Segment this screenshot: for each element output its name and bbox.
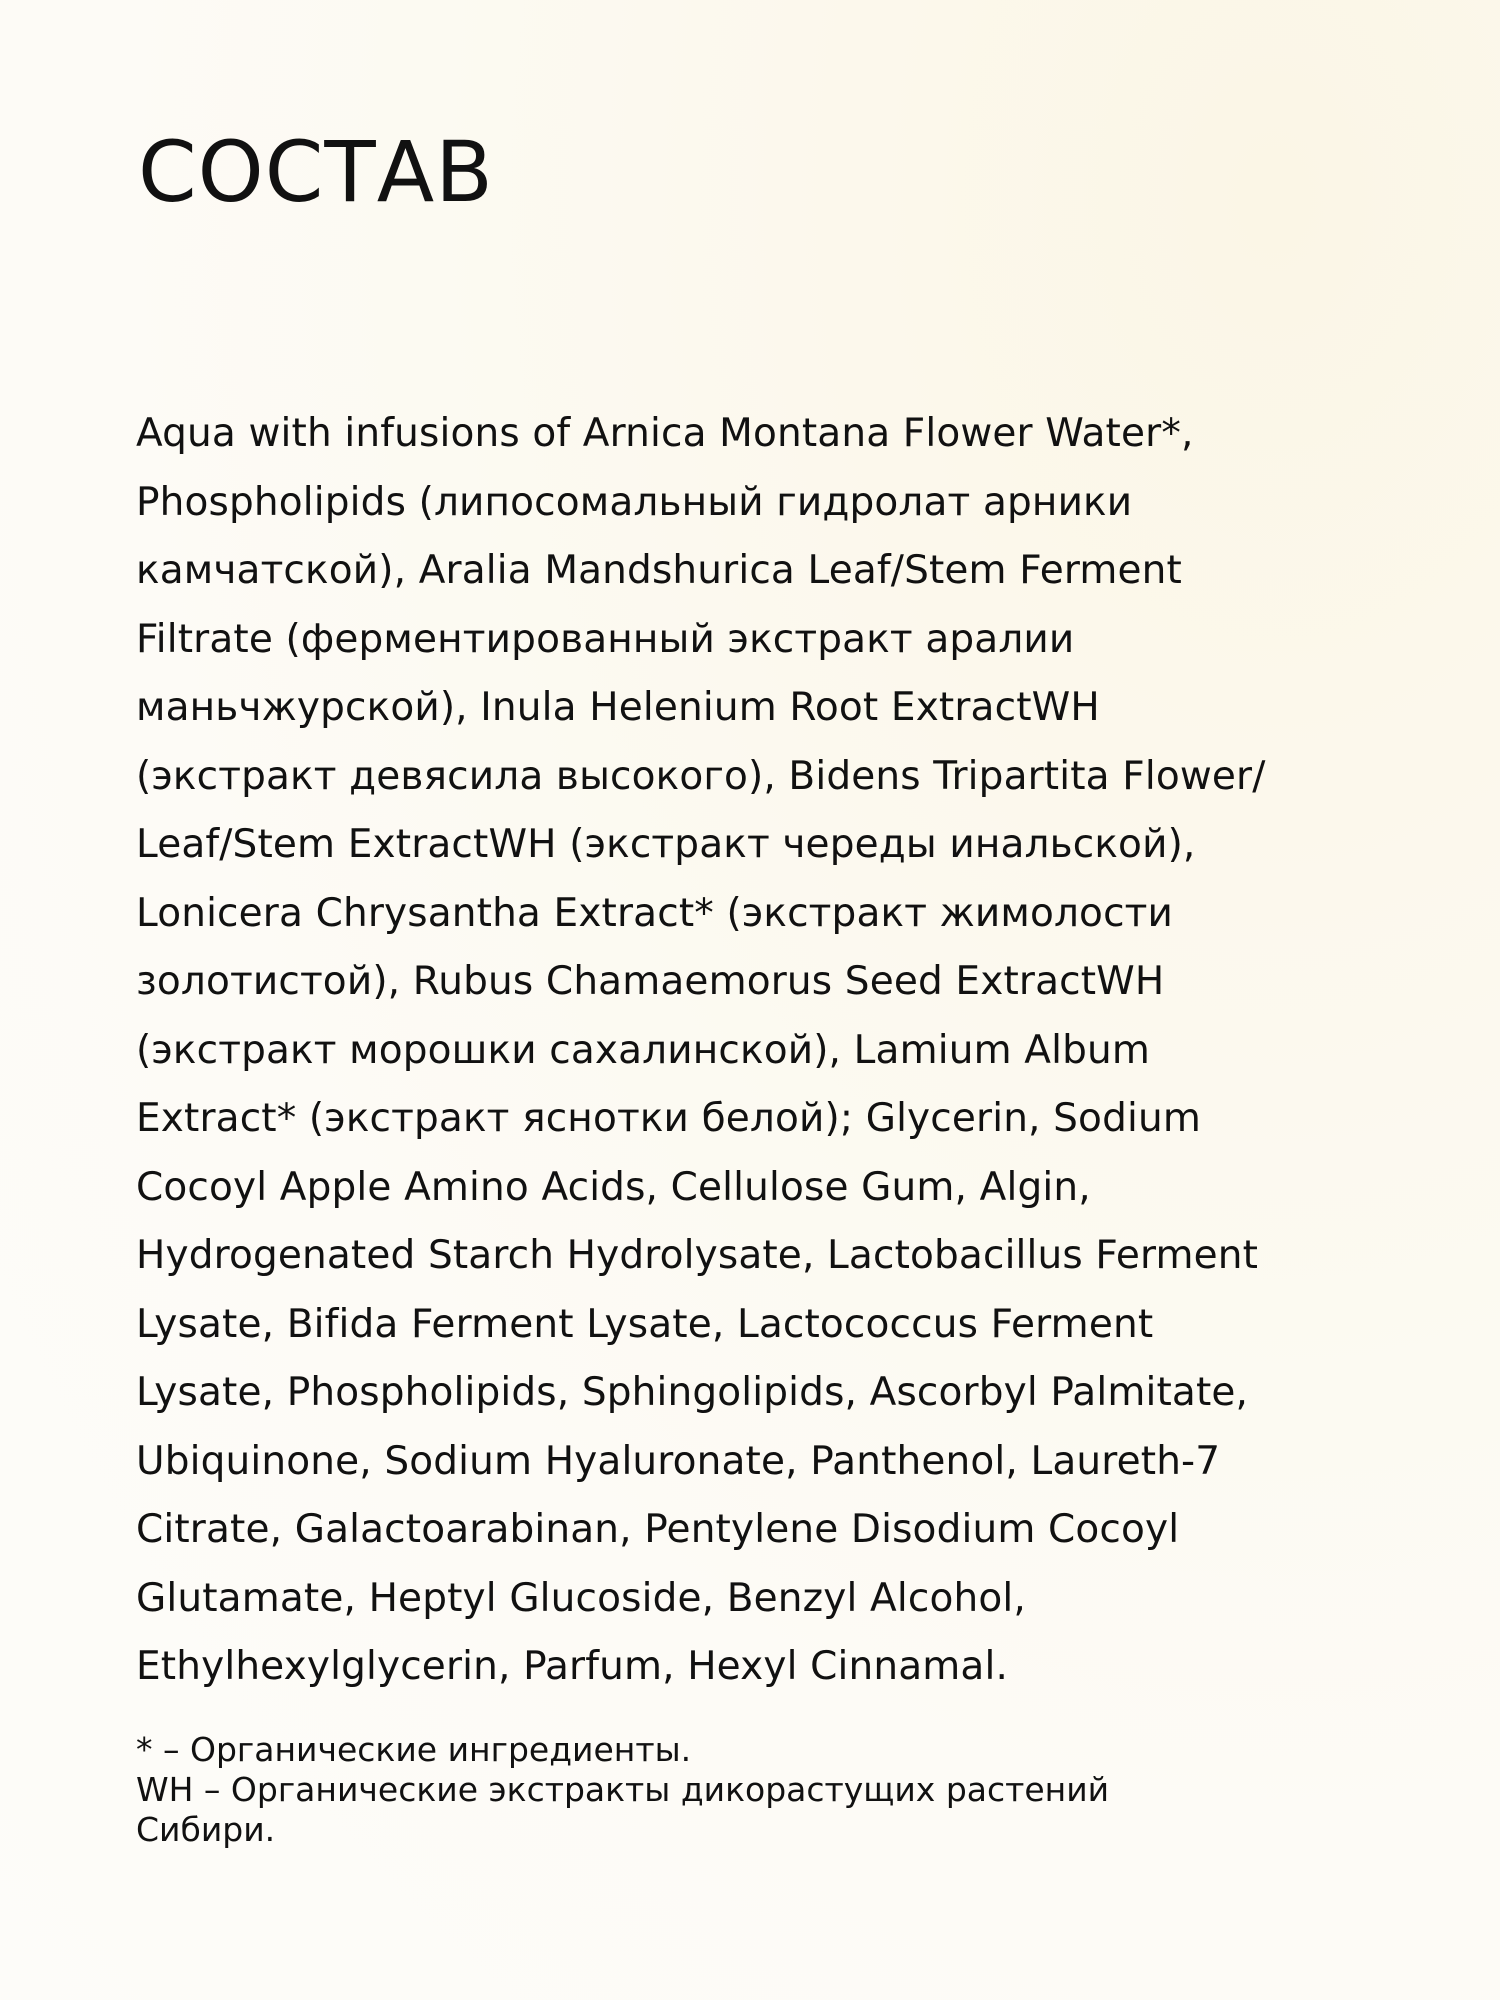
ingredients-line: Filtrate (ферментированный экстракт аралии bbox=[136, 616, 1075, 662]
ingredients-line: (экстракт морошки сахалинской), Lamium Album bbox=[136, 1027, 1150, 1073]
ingredients-line: Phospholipids (липосомальный гидролат арники bbox=[136, 479, 1133, 525]
ingredients-line: Aqua with infusions of Arnica Montana Flower Water*, bbox=[136, 411, 1194, 456]
ingredients-line: Ethylhexylglycerin, Parfum, Hexyl Cinnamal. bbox=[136, 1644, 1009, 1689]
footnote-wh: WH – Органические экстракты дикорастущих растений bbox=[136, 1770, 1110, 1809]
ingredients-list bbox=[136, 400, 1436, 1702]
ingredients-line: Cocoyl Apple Amino Acids, Cellulose Gum, Algin, bbox=[136, 1164, 1091, 1210]
footnote-organic: * – Органические ингредиенты. bbox=[136, 1730, 692, 1769]
ingredients-line: Hydrogenated Starch Hydrolysate, Lactobacillus Ferment bbox=[136, 1233, 1259, 1278]
ingredients-line: Citrate, Galactoarabinan, Pentylene Disodium Cocoyl bbox=[136, 1507, 1180, 1552]
footnote-wh-continued: Сибири. bbox=[136, 1810, 276, 1849]
footnotes bbox=[136, 1730, 1436, 1850]
ingredients-line: камчатской), Aralia Mandshurica Leaf/Stem Ferment bbox=[136, 548, 1182, 593]
ingredients-line: золотистой), Rubus Chamaemorus Seed ExtractWH bbox=[136, 959, 1165, 1004]
ingredients-line: маньчжурской), Inula Helenium Root ExtractWH bbox=[136, 685, 1100, 730]
page-title: СОСТАВ bbox=[138, 123, 494, 221]
ingredients-line: Glutamate, Heptyl Glucoside, Benzyl Alcohol, bbox=[136, 1575, 1026, 1621]
ingredients-line: Lysate, Bifida Ferment Lysate, Lactococcus Ferment bbox=[136, 1301, 1154, 1347]
ingredients-line: (экстракт девясила высокого), Bidens Tripartita Flower/ bbox=[136, 753, 1266, 799]
ingredients-line: Lonicera Chrysantha Extract* (экстракт жимолости bbox=[136, 890, 1174, 936]
ingredients-line: Ubiquinone, Sodium Hyaluronate, Panthenol, Laureth-7 bbox=[136, 1438, 1221, 1484]
ingredients-line: Lysate, Phospholipids, Sphingolipids, Ascorbyl Palmitate, bbox=[136, 1370, 1249, 1415]
ingredients-line: Leaf/Stem ExtractWH (экстракт череды инальской), bbox=[136, 822, 1196, 867]
ingredients-line: Extract* (экстракт яснотки белой); Glycerin, Sodium bbox=[136, 1096, 1201, 1141]
